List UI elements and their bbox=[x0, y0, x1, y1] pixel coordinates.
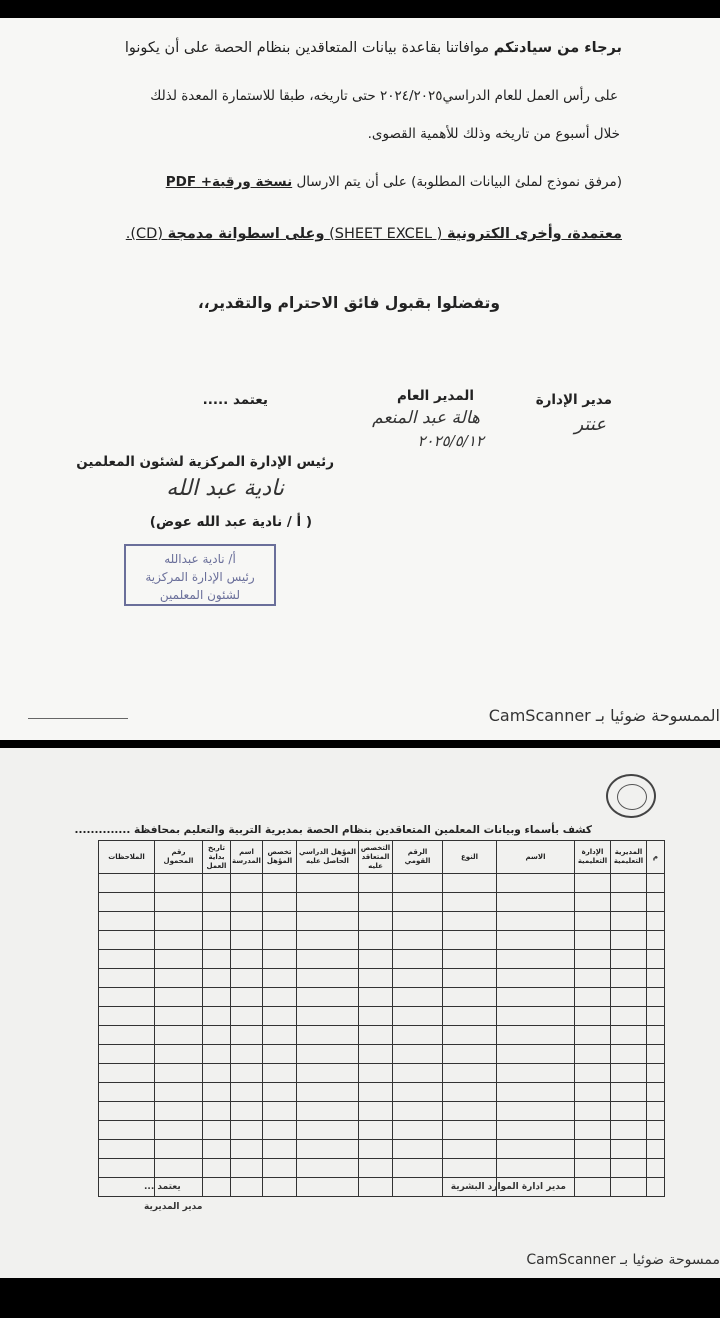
table-cell bbox=[297, 1178, 359, 1197]
table-cell bbox=[297, 1026, 359, 1045]
table-cell bbox=[575, 893, 611, 912]
table-cell bbox=[611, 874, 647, 893]
table-cell bbox=[99, 1083, 155, 1102]
col-contract-specialty: التخصص المتعاقد عليه bbox=[359, 841, 393, 874]
table-cell bbox=[297, 969, 359, 988]
camscanner-label-top: الممسوحة ضوئيا بـ CamScanner bbox=[488, 706, 720, 725]
table-cell bbox=[263, 893, 297, 912]
table-cell bbox=[497, 1045, 575, 1064]
table-cell bbox=[203, 1007, 231, 1026]
table-cell bbox=[647, 1026, 665, 1045]
table-cell bbox=[99, 931, 155, 950]
table-cell bbox=[393, 893, 443, 912]
table-cell bbox=[611, 893, 647, 912]
table-cell bbox=[443, 950, 497, 969]
directorate-manager-label: مدير المديرية bbox=[144, 1202, 203, 1212]
table-cell bbox=[497, 950, 575, 969]
table-row bbox=[99, 1026, 665, 1045]
table-cell bbox=[297, 1007, 359, 1026]
table-cell bbox=[443, 1045, 497, 1064]
stamp-line-1: أ/ نادية عبدالله bbox=[164, 552, 236, 566]
table-cell bbox=[155, 893, 203, 912]
table-cell bbox=[647, 1045, 665, 1064]
central-admin-head-title: رئيس الإدارة المركزية لشئون المعلمين bbox=[76, 454, 334, 470]
table-cell bbox=[263, 950, 297, 969]
admin-manager-signature: عنتر bbox=[574, 414, 606, 435]
table-cell bbox=[647, 874, 665, 893]
table-row bbox=[99, 1064, 665, 1083]
table-cell bbox=[203, 1102, 231, 1121]
table-cell bbox=[155, 1083, 203, 1102]
table-cell bbox=[297, 1102, 359, 1121]
table-cell bbox=[297, 1064, 359, 1083]
table-cell bbox=[393, 988, 443, 1007]
table-cell bbox=[611, 1064, 647, 1083]
table-cell bbox=[203, 1026, 231, 1045]
table-cell bbox=[99, 1102, 155, 1121]
col-index: م bbox=[647, 841, 665, 874]
table-cell bbox=[611, 1140, 647, 1159]
general-manager-signature: هالة عبد المنعم bbox=[372, 408, 480, 428]
table-cell bbox=[99, 1121, 155, 1140]
table-cell bbox=[203, 931, 231, 950]
table-cell bbox=[155, 874, 203, 893]
table-cell bbox=[263, 931, 297, 950]
table-cell bbox=[203, 1140, 231, 1159]
general-manager-date: ٢٠٢٥/٥/١٢ bbox=[417, 432, 484, 450]
bottom-bar bbox=[0, 1278, 720, 1318]
table-cell bbox=[393, 1045, 443, 1064]
table-cell bbox=[231, 931, 263, 950]
table-row bbox=[99, 931, 665, 950]
table-cell bbox=[231, 1121, 263, 1140]
table-cell bbox=[575, 988, 611, 1007]
table-cell bbox=[203, 1159, 231, 1178]
head-signature: نادية عبد الله bbox=[166, 476, 284, 501]
official-stamp bbox=[124, 544, 276, 606]
table-cell bbox=[263, 912, 297, 931]
table-cell bbox=[611, 988, 647, 1007]
table-cell bbox=[647, 1159, 665, 1178]
table-cell bbox=[647, 1064, 665, 1083]
table-cell bbox=[155, 1121, 203, 1140]
table-cell bbox=[575, 1083, 611, 1102]
table-cell bbox=[297, 893, 359, 912]
scanner-divider bbox=[28, 718, 128, 719]
table-cell bbox=[647, 988, 665, 1007]
table-cell bbox=[297, 931, 359, 950]
table-cell bbox=[359, 874, 393, 893]
table-cell bbox=[443, 1007, 497, 1026]
table-cell bbox=[497, 1121, 575, 1140]
letter-line-2: على رأس العمل للعام الدراسي٢٠٢٤/٢٠٢٥ حتى تاريخه، طبقا للاستمارة المعدة لذلك bbox=[150, 88, 618, 104]
table-cell bbox=[231, 969, 263, 988]
table-cell bbox=[611, 931, 647, 950]
table-cell bbox=[647, 1102, 665, 1121]
table-cell bbox=[611, 1178, 647, 1197]
table-row bbox=[99, 950, 665, 969]
table-cell bbox=[575, 1121, 611, 1140]
table-cell bbox=[575, 1064, 611, 1083]
table-cell bbox=[393, 912, 443, 931]
col-notes: الملاحظات bbox=[99, 841, 155, 874]
table-cell bbox=[155, 1026, 203, 1045]
table-cell bbox=[203, 1045, 231, 1064]
table-row bbox=[99, 874, 665, 893]
table-cell bbox=[497, 893, 575, 912]
table-cell bbox=[443, 893, 497, 912]
table-cell bbox=[297, 1121, 359, 1140]
table-cell bbox=[203, 950, 231, 969]
table-cell bbox=[203, 1178, 231, 1197]
hr-manager-label: مدير ادارة الموارد البشرية bbox=[450, 1182, 566, 1192]
table-cell bbox=[575, 1026, 611, 1045]
table-cell bbox=[611, 912, 647, 931]
letter-electronic-copy: معتمدة، وأخرى الكترونية bbox=[446, 226, 622, 242]
table-cell bbox=[443, 1083, 497, 1102]
table-cell bbox=[263, 1007, 297, 1026]
ministry-logo-icon bbox=[606, 774, 656, 818]
table-cell bbox=[359, 1178, 393, 1197]
table-cell bbox=[575, 1007, 611, 1026]
table-cell bbox=[359, 1102, 393, 1121]
col-admin: الإدارة التعليمية bbox=[575, 841, 611, 874]
table-cell bbox=[297, 1140, 359, 1159]
table-cell bbox=[443, 1140, 497, 1159]
table-cell bbox=[99, 1007, 155, 1026]
table-cell bbox=[155, 1064, 203, 1083]
table-cell bbox=[203, 912, 231, 931]
table-cell bbox=[497, 1083, 575, 1102]
table-cell bbox=[231, 1083, 263, 1102]
table-cell bbox=[99, 1064, 155, 1083]
table-cell bbox=[263, 1140, 297, 1159]
stamp-line-3: لشئون المعلمين bbox=[159, 588, 241, 602]
table-cell bbox=[263, 1121, 297, 1140]
table-cell bbox=[497, 1007, 575, 1026]
table-cell bbox=[99, 1140, 155, 1159]
table-cell bbox=[359, 1026, 393, 1045]
table-cell bbox=[231, 874, 263, 893]
letter-line-5 bbox=[126, 226, 622, 242]
table-cell bbox=[393, 1178, 443, 1197]
table-cell bbox=[443, 1026, 497, 1045]
table-cell bbox=[497, 1026, 575, 1045]
table-cell bbox=[575, 1140, 611, 1159]
letter-line-4 bbox=[166, 174, 622, 190]
general-manager-title: المدير العام bbox=[397, 388, 474, 404]
letter-cd: (CD). bbox=[125, 226, 164, 242]
table-cell bbox=[611, 1083, 647, 1102]
table-cell bbox=[647, 1007, 665, 1026]
table-cell bbox=[393, 1083, 443, 1102]
table-cell bbox=[575, 874, 611, 893]
table-cell bbox=[155, 969, 203, 988]
table-cell bbox=[611, 969, 647, 988]
table-cell bbox=[359, 931, 393, 950]
table-cell bbox=[155, 931, 203, 950]
table-cell bbox=[231, 912, 263, 931]
table-cell bbox=[231, 1007, 263, 1026]
table-cell bbox=[231, 950, 263, 969]
table-cell bbox=[647, 950, 665, 969]
table-cell bbox=[359, 969, 393, 988]
table-cell bbox=[497, 874, 575, 893]
approved-label: يعتمد ..... bbox=[202, 392, 268, 408]
table-cell bbox=[647, 1083, 665, 1102]
table-cell bbox=[231, 1045, 263, 1064]
table-cell bbox=[647, 912, 665, 931]
table-cell bbox=[497, 988, 575, 1007]
table-cell bbox=[263, 1159, 297, 1178]
table-cell bbox=[359, 1083, 393, 1102]
table-row bbox=[99, 912, 665, 931]
table-cell bbox=[203, 1064, 231, 1083]
table-cell bbox=[155, 950, 203, 969]
table-cell bbox=[99, 1159, 155, 1178]
form-title: كشف بأسماء وبيانات المعلمين المتعاقدين بنظام الحصة بمديرية التربية والتعليم بمحافظة .............. bbox=[74, 824, 592, 836]
table-cell bbox=[575, 1159, 611, 1178]
table-cell bbox=[231, 1064, 263, 1083]
letter-line-4-text: (مرفق نموذج لملئ البيانات المطلوبة) على أن يتم الارسال bbox=[296, 174, 622, 190]
table-cell bbox=[393, 1140, 443, 1159]
table-row bbox=[99, 988, 665, 1007]
table-cell bbox=[443, 969, 497, 988]
table-cell bbox=[203, 893, 231, 912]
table-cell bbox=[647, 1140, 665, 1159]
table-cell bbox=[443, 874, 497, 893]
table-cell bbox=[611, 1026, 647, 1045]
table-cell bbox=[155, 988, 203, 1007]
table-cell bbox=[231, 1178, 263, 1197]
table-cell bbox=[297, 1045, 359, 1064]
table-cell bbox=[393, 1159, 443, 1178]
table-row bbox=[99, 1140, 665, 1159]
table-cell bbox=[231, 1159, 263, 1178]
letter-excel: ( SHEET EXCEL) bbox=[329, 226, 443, 242]
table-cell bbox=[497, 931, 575, 950]
table-cell bbox=[231, 988, 263, 1007]
table-cell bbox=[497, 912, 575, 931]
table-cell bbox=[203, 874, 231, 893]
table-cell bbox=[575, 950, 611, 969]
teachers-table bbox=[98, 840, 665, 1197]
table-cell bbox=[203, 988, 231, 1007]
table-cell bbox=[575, 969, 611, 988]
form-page bbox=[0, 748, 720, 1278]
table-cell bbox=[611, 950, 647, 969]
table-cell bbox=[231, 1026, 263, 1045]
table-cell bbox=[231, 1102, 263, 1121]
table-row bbox=[99, 1045, 665, 1064]
table-cell bbox=[359, 950, 393, 969]
table-row bbox=[99, 1121, 665, 1140]
table-row bbox=[99, 893, 665, 912]
table-row bbox=[99, 1007, 665, 1026]
table-cell bbox=[263, 1064, 297, 1083]
table-cell bbox=[393, 931, 443, 950]
col-mobile: رقم المحمول bbox=[155, 841, 203, 874]
table-cell bbox=[99, 969, 155, 988]
table-cell bbox=[359, 893, 393, 912]
table-cell bbox=[393, 969, 443, 988]
table-cell bbox=[575, 1102, 611, 1121]
table-cell bbox=[297, 874, 359, 893]
table-cell bbox=[231, 893, 263, 912]
table-cell bbox=[611, 1007, 647, 1026]
stamp-line-2: رئيس الإدارة المركزية bbox=[145, 570, 255, 584]
table-cell bbox=[497, 1064, 575, 1083]
letter-page bbox=[0, 18, 720, 740]
table-cell bbox=[263, 969, 297, 988]
table-cell bbox=[443, 912, 497, 931]
letter-paper-copy: نسخة ورقية+ PDF bbox=[165, 174, 293, 190]
table-cell bbox=[611, 1121, 647, 1140]
letter-cd-text: وعلى اسطوانة مدمجة bbox=[167, 226, 325, 242]
col-name: الاسم bbox=[497, 841, 575, 874]
table-cell bbox=[155, 1102, 203, 1121]
table-cell bbox=[393, 1026, 443, 1045]
table-cell bbox=[203, 1083, 231, 1102]
table-cell bbox=[393, 1121, 443, 1140]
letter-salutation: برجاء من سيادتكم bbox=[493, 40, 622, 56]
table-cell bbox=[443, 988, 497, 1007]
table-cell bbox=[155, 1045, 203, 1064]
table-cell bbox=[155, 912, 203, 931]
table-cell bbox=[575, 1045, 611, 1064]
table-cell bbox=[611, 1159, 647, 1178]
table-cell bbox=[99, 1045, 155, 1064]
table-cell bbox=[647, 1121, 665, 1140]
col-school: اسم المدرسة bbox=[231, 841, 263, 874]
table-cell bbox=[497, 1159, 575, 1178]
table-cell bbox=[497, 1102, 575, 1121]
table-cell bbox=[99, 988, 155, 1007]
table-cell bbox=[297, 1159, 359, 1178]
table-cell bbox=[155, 1159, 203, 1178]
table-cell bbox=[359, 988, 393, 1007]
table-cell bbox=[393, 1102, 443, 1121]
table-cell bbox=[99, 950, 155, 969]
col-national-id: الرقم القومي bbox=[393, 841, 443, 874]
table-row bbox=[99, 969, 665, 988]
table-cell bbox=[497, 1140, 575, 1159]
table-row bbox=[99, 1083, 665, 1102]
table-cell bbox=[263, 988, 297, 1007]
table-row bbox=[99, 1102, 665, 1121]
table-cell bbox=[297, 950, 359, 969]
table-cell bbox=[393, 950, 443, 969]
table-cell bbox=[611, 1102, 647, 1121]
letter-closing: وتفضلوا بقبول فائق الاحترام والتقدير،، bbox=[197, 294, 500, 312]
table-header-row bbox=[99, 841, 665, 874]
table-cell bbox=[297, 1083, 359, 1102]
table-cell bbox=[359, 1064, 393, 1083]
table-cell bbox=[393, 874, 443, 893]
table-cell bbox=[359, 1140, 393, 1159]
table-cell bbox=[647, 969, 665, 988]
table-cell bbox=[443, 1064, 497, 1083]
letter-line-1-text: موافاتنا بقاعدة بيانات المتعاقدين بنظام الحصة على أن يكونوا bbox=[124, 40, 490, 56]
table-cell bbox=[203, 969, 231, 988]
table-cell bbox=[359, 1007, 393, 1026]
camscanner-label-bottom: ممسوحة ضوئيا بـ CamScanner bbox=[526, 1252, 720, 1268]
col-start-date: تاريخ بداية العمل bbox=[203, 841, 231, 874]
table-cell bbox=[99, 1026, 155, 1045]
table-cell bbox=[99, 893, 155, 912]
table-cell bbox=[263, 1045, 297, 1064]
table-cell bbox=[263, 1178, 297, 1197]
col-gender: النوع bbox=[443, 841, 497, 874]
table-cell bbox=[359, 1045, 393, 1064]
table-cell bbox=[297, 988, 359, 1007]
col-qualification: المؤهل الدراسي الحاصل عليه bbox=[297, 841, 359, 874]
table-cell bbox=[99, 874, 155, 893]
table-cell bbox=[443, 1121, 497, 1140]
table-cell bbox=[203, 1121, 231, 1140]
table-cell bbox=[263, 874, 297, 893]
table-cell bbox=[263, 1026, 297, 1045]
table-cell bbox=[443, 1102, 497, 1121]
table-cell bbox=[647, 1178, 665, 1197]
table-cell bbox=[611, 1045, 647, 1064]
letter-line-3: خلال أسبوع من تاريخه وذلك للأهمية القصوى. bbox=[367, 126, 620, 142]
table-cell bbox=[575, 931, 611, 950]
table-cell bbox=[647, 893, 665, 912]
table-cell bbox=[647, 931, 665, 950]
col-directorate: المديرية التعليمية bbox=[611, 841, 647, 874]
table-cell bbox=[575, 912, 611, 931]
table-cell bbox=[393, 1007, 443, 1026]
table-cell bbox=[359, 1159, 393, 1178]
table-cell bbox=[99, 912, 155, 931]
form-approved-label: يعتمد ... bbox=[144, 1182, 181, 1192]
table-cell bbox=[497, 969, 575, 988]
admin-manager-title: مدير الإدارة bbox=[535, 392, 612, 408]
table-row bbox=[99, 1178, 665, 1197]
table-cell bbox=[155, 1007, 203, 1026]
head-name: ( أ / نادية عبد الله عوض) bbox=[149, 514, 312, 530]
table-cell bbox=[155, 1140, 203, 1159]
col-qualification-specialty: تخصص المؤهل bbox=[263, 841, 297, 874]
table-cell bbox=[393, 1064, 443, 1083]
table-cell bbox=[443, 1159, 497, 1178]
table-cell bbox=[443, 931, 497, 950]
table-cell bbox=[575, 1178, 611, 1197]
table-cell bbox=[263, 1102, 297, 1121]
table-body bbox=[99, 874, 665, 1197]
table-cell bbox=[231, 1140, 263, 1159]
table-cell bbox=[297, 912, 359, 931]
table-cell bbox=[359, 912, 393, 931]
table-cell bbox=[359, 1121, 393, 1140]
table-row bbox=[99, 1159, 665, 1178]
table-cell bbox=[263, 1083, 297, 1102]
letter-line-1 bbox=[125, 40, 622, 56]
